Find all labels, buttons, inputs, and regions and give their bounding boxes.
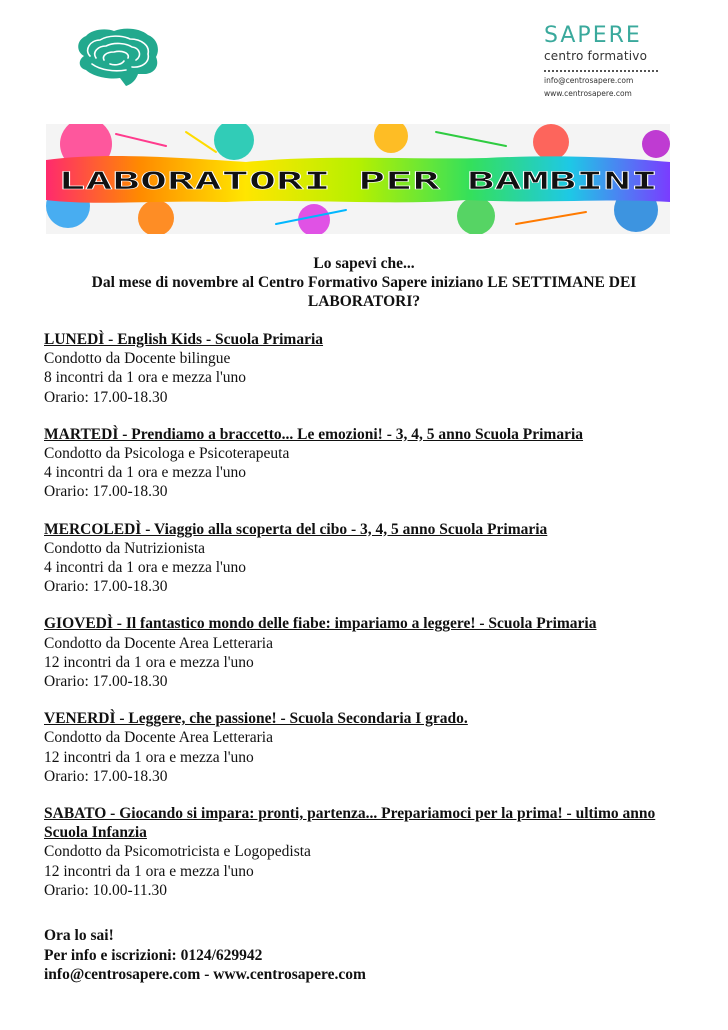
course-monday — [44, 330, 694, 407]
closing-line-1: Ora lo sai! — [44, 927, 114, 944]
brand-name: SAPERE — [544, 23, 642, 48]
intro-line-1: Lo sapevi che... — [313, 255, 415, 272]
course-teacher: Condotto da Psicomotricista e Logopedista — [44, 843, 311, 861]
course-sessions: 12 incontri da 1 ora e mezza l'uno — [44, 748, 254, 766]
course-saturday — [44, 804, 694, 900]
course-schedule: Orario: 17.00-18.30 — [44, 388, 168, 406]
course-teacher: Condotto da Nutrizionista — [44, 539, 206, 557]
course-sessions: 8 incontri da 1 ora e mezza l'uno — [44, 369, 247, 387]
banner-image — [46, 124, 670, 234]
course-thursday — [44, 614, 694, 691]
course-schedule: Orario: 17.00-18.30 — [44, 578, 168, 596]
course-tuesday — [44, 425, 694, 502]
course-sessions: 12 incontri da 1 ora e mezza l'uno — [44, 653, 254, 671]
course-teacher: Condotto da Docente Area Letteraria — [44, 729, 273, 747]
course-title: LUNEDÌ - English Kids - Scuola Primaria — [44, 331, 324, 348]
course-wednesday — [44, 520, 694, 597]
brain-icon — [70, 26, 162, 88]
brand-subtitle: centro formativo — [544, 49, 648, 63]
closing-contact — [44, 926, 694, 985]
brand-logo — [544, 24, 674, 98]
course-schedule: Orario: 17.00-18.30 — [44, 673, 168, 691]
course-teacher: Condotto da Psicologa e Psicoterapeuta — [44, 445, 290, 463]
intro — [44, 254, 684, 311]
course-sessions: 4 incontri da 1 ora e mezza l'uno — [44, 464, 247, 482]
course-sessions: 12 incontri da 1 ora e mezza l'uno — [44, 862, 254, 880]
brand-email: info@centrosapere.com — [544, 76, 634, 85]
banner-title: LABORATORI PER BAMBINI — [58, 167, 658, 195]
course-list — [44, 330, 694, 918]
course-sessions: 4 incontri da 1 ora e mezza l'uno — [44, 559, 247, 577]
course-friday — [44, 709, 694, 786]
closing-phone: Per info e iscrizioni: 0124/629942 — [44, 946, 263, 964]
course-title: VENERDÌ - Leggere, che passione! - Scuola Secondaria I grado. — [44, 710, 468, 728]
course-schedule: Orario: 10.00-11.30 — [44, 881, 167, 899]
closing-email-web: info@centrosapere.com - www.centrosapere.com — [44, 966, 366, 983]
course-teacher: Condotto da Docente Area Letteraria — [44, 634, 273, 652]
brand-website: www.centrosapere.com — [544, 89, 632, 98]
course-title: MARTEDÌ - Prendiamo a braccetto... Le emozioni! - 3, 4, 5 anno Scuola Primaria — [44, 425, 584, 443]
course-schedule: Orario: 17.00-18.30 — [44, 767, 168, 785]
intro-line-2: Dal mese di novembre al Centro Formativo Sapere iniziano LE SETTIMANE DEI LABORATORI? — [91, 274, 637, 310]
brand-divider — [544, 70, 658, 72]
course-title: GIOVEDÌ - Il fantastico mondo delle fiabe: impariamo a leggere! - Scuola Primaria — [44, 615, 597, 633]
course-title: SABATO - Giocando si impara: pronti, partenza... Prepariamoci per la prima! - ultimo anno Scuola Infanzia — [44, 805, 656, 842]
course-teacher: Condotto da Docente bilingue — [44, 350, 231, 368]
course-title: MERCOLEDÌ - Viaggio alla scoperta del cibo - 3, 4, 5 anno Scuola Primaria — [44, 520, 548, 538]
course-schedule: Orario: 17.00-18.30 — [44, 483, 168, 501]
